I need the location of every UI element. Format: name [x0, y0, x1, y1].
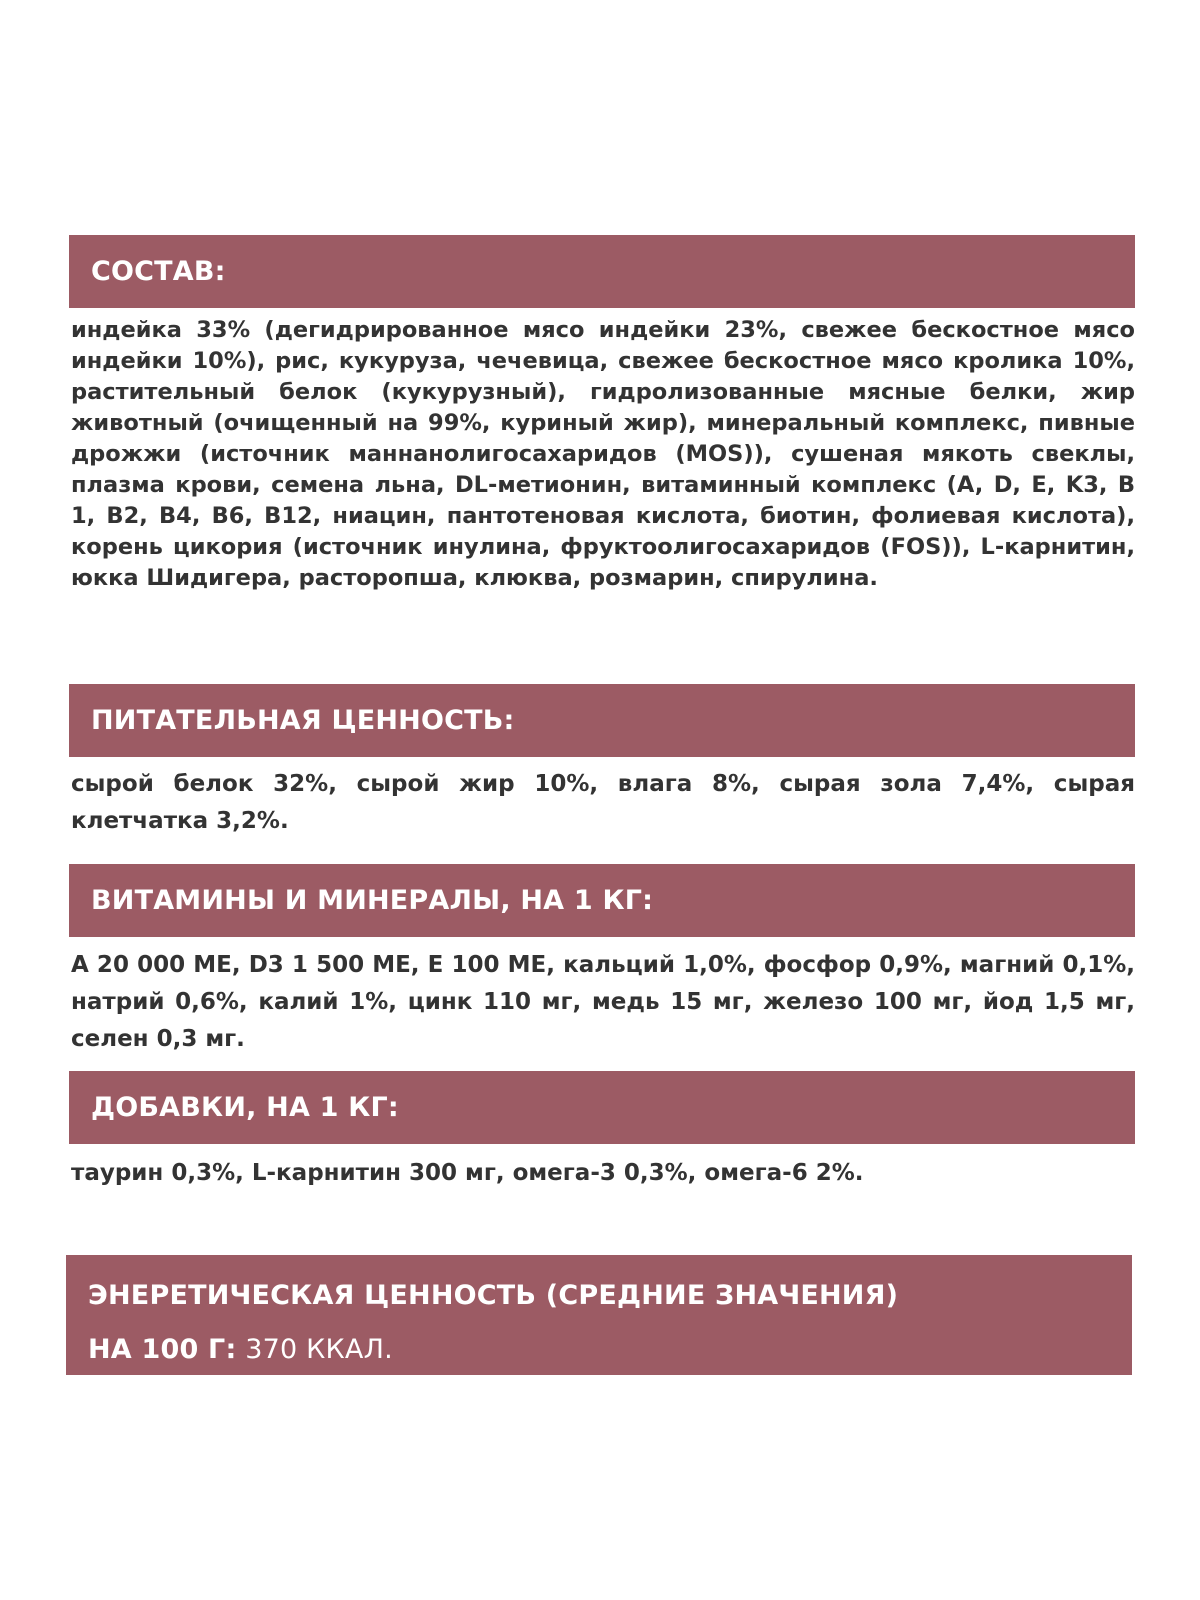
energy-value-line: [88, 1323, 1132, 1377]
vitamins-header: [69, 864, 1135, 937]
nutrition-text: сырой белок 32%, сырой жир 10%, влага 8%, сырая зола 7,4%, сырая клетчатка 3,2%.: [71, 771, 1135, 834]
energy-value: 370 ККАЛ.: [236, 1334, 393, 1365]
additives-text: таурин 0,3%, L-карнитин 300 мг, омега-3 0,3%, омега-6 2%.: [71, 1160, 864, 1186]
vitamins-text: А 20 000 МЕ, D3 1 500 МЕ, Е 100 МЕ, кальций 1,0%, фосфор 0,9%, магний 0,1%, натрий 0,6%, калий 1%, цинк 110 мг, медь 15 мг, железо 100 мг, йод 1,5 мг, селен 0,3 мг.: [71, 952, 1135, 1052]
composition-header: [69, 235, 1135, 308]
energy-label: НА 100 Г:: [88, 1334, 237, 1365]
vitamins-title: ВИТАМИНЫ И МИНЕРАЛЫ, НА 1 КГ:: [91, 885, 654, 916]
composition-title: СОСТАВ:: [91, 256, 226, 287]
additives-title: ДОБАВКИ, НА 1 КГ:: [91, 1092, 399, 1123]
additives-header: [69, 1071, 1135, 1144]
nutrition-header: [69, 684, 1135, 757]
energy-title: ЭНЕРЕТИЧЕСКАЯ ЦЕННОСТЬ (СРЕДНИЕ ЗНАЧЕНИЯ): [88, 1280, 899, 1311]
energy-panel: [66, 1255, 1132, 1375]
nutrition-title: ПИТАТЕЛЬНАЯ ЦЕННОСТЬ:: [91, 705, 515, 736]
composition-text: индейка 33% (дегидрированное мясо индейки 23%, свежее бескостное мясо индейки 10%), рис, кукуруза, чечевица, свежее бескостное мясо кролика 10%, растительный белок (кукурузный), гидролизованные мясные белки, жир животный (очищенный на 99%, куриный жир), минеральный комплекс, пивные дрожжи (источник маннанолигосахаридов (MOS)), сушеная мякоть свеклы, плазма крови, семена льна, DL-метионин, витаминный комплекс (A, D, E, K3, B 1, B2, B4, B6, B12, ниацин, пантотеновая кислота, биотин, фолиевая кислота), корень цикория (источник инулина, фруктоолигосахаридов (FOS)), L-карнитин, юкка Шидигера, расторопша, клюква, розмарин, спирулина.: [71, 317, 1135, 591]
